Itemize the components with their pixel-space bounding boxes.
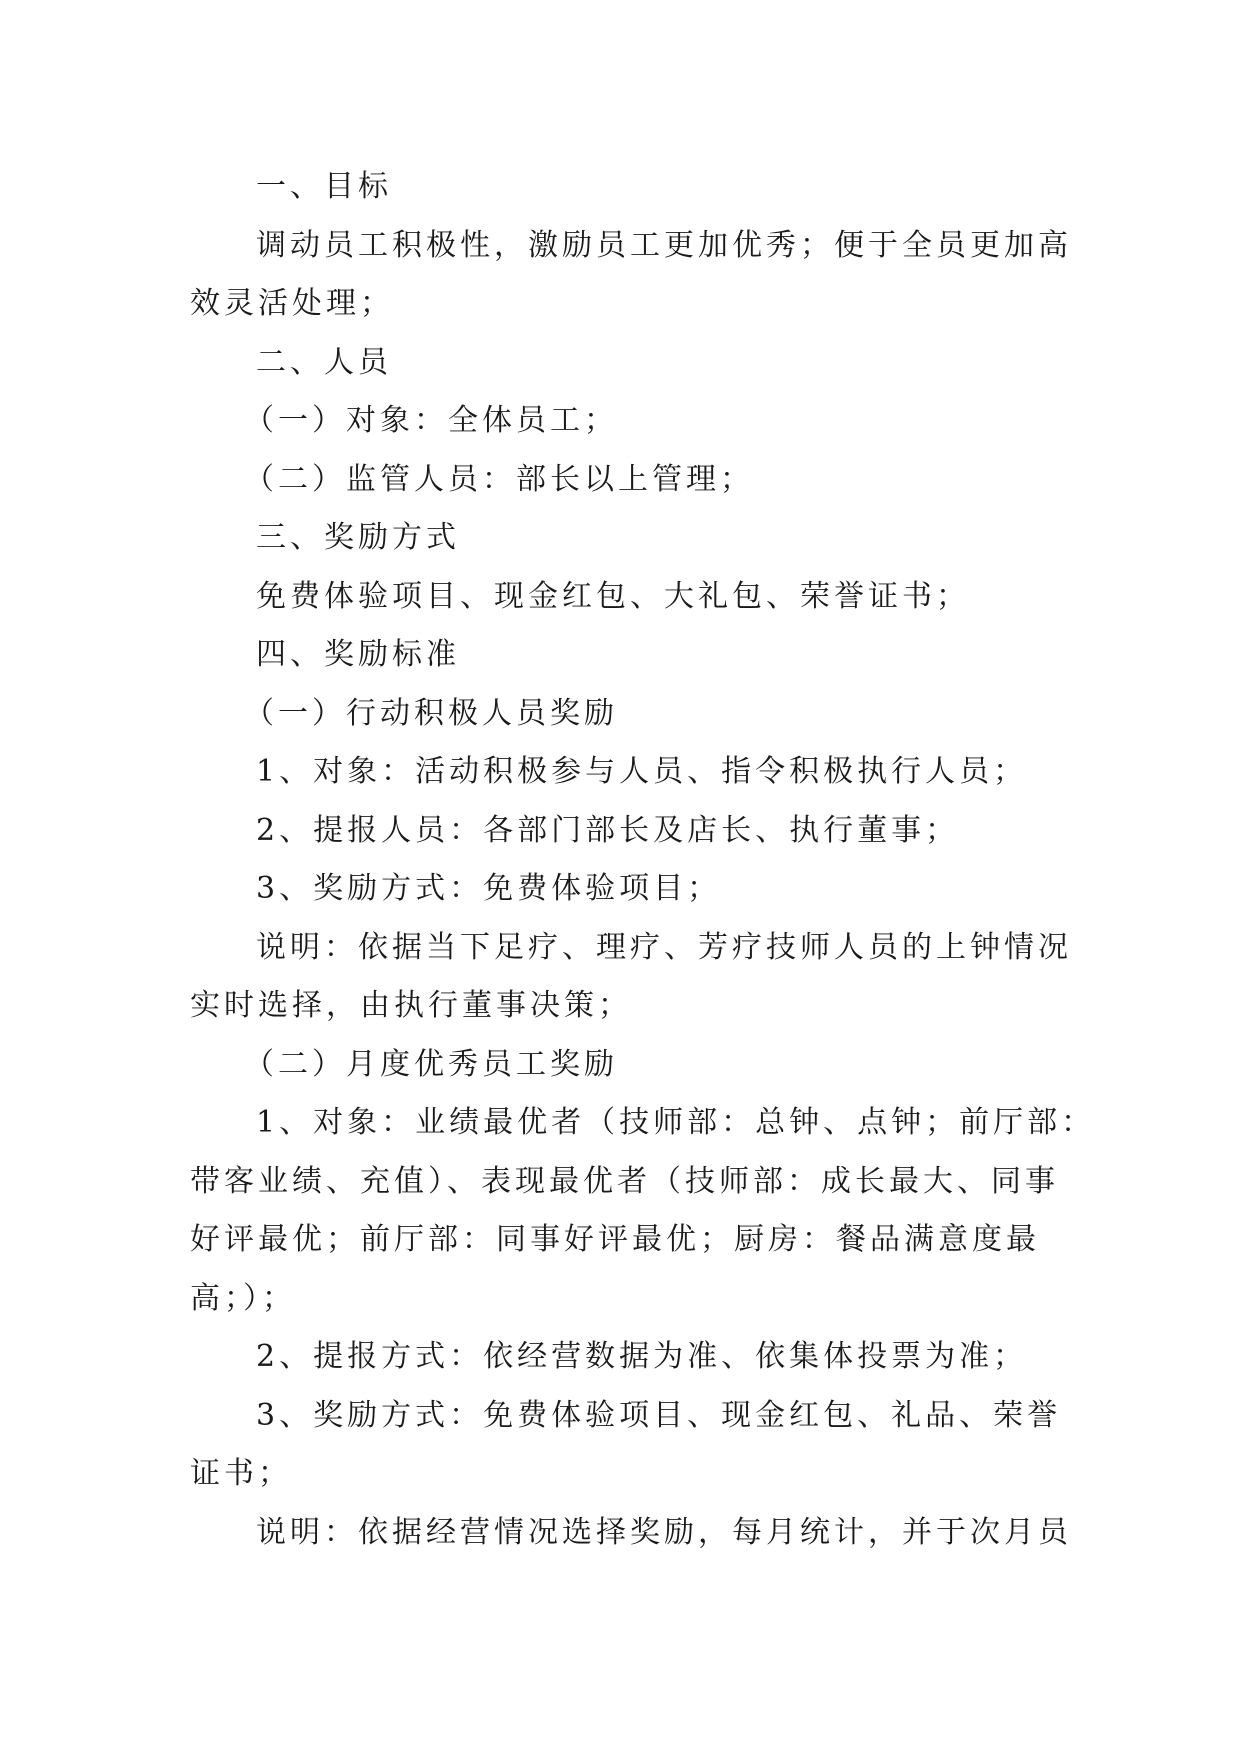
text-line: 一、目标 <box>256 169 392 204</box>
text-line: 三、奖励方式 <box>256 520 460 555</box>
text-line: 二、人员 <box>256 344 392 380</box>
text-line: 四、奖励标准 <box>256 637 460 672</box>
text-line: （一）行动积极人员奖励 <box>244 695 618 731</box>
text-line: 免费体验项目、现金红包、大礼包、荣誉证书； <box>256 578 970 614</box>
text-line: 3、奖励方式：免费体验项目； <box>256 871 722 906</box>
text-line: 调动员工积极性，激励员工更加优秀；便于全员更加高 <box>256 227 1072 263</box>
text-line: 带客业绩、充值）、表现最优者（技师部：成长最大、同事 <box>190 1163 1059 1199</box>
text-line: （二）月度优秀员工奖励 <box>244 1046 618 1082</box>
text-line: 1、对象：活动积极参与人员、指令积极执行人员； <box>256 754 1028 789</box>
text-line: 实时选择，由执行董事决策； <box>190 988 632 1023</box>
text-line: 1、对象：业绩最优者（技师部：总钟、点钟；前厅部： <box>256 1105 1096 1140</box>
text-line: 说明：依据经营情况选择奖励，每月统计，并于次月员 <box>256 1514 1072 1550</box>
text-line: 证书； <box>190 1456 292 1491</box>
text-line: （二）监管人员：部长以上管理； <box>244 461 754 497</box>
text-line: 3、奖励方式：免费体验项目、现金红包、礼品、荣誉 <box>256 1397 1062 1433</box>
text-line: 效灵活处理； <box>190 286 394 321</box>
text-line: （一）对象：全体员工； <box>244 403 618 438</box>
text-line: 说明：依据当下足疗、理疗、芳疗技师人员的上钟情况 <box>256 929 1072 965</box>
text-line: 2、提报方式：依经营数据为准、依集体投票为准； <box>256 1339 1028 1374</box>
document-body <box>190 158 1096 1562</box>
text-line: 好评最优；前厅部：同事好评最优；厨房：餐品满意度最 <box>190 1222 1040 1257</box>
text-line: 高；）； <box>190 1280 296 1316</box>
text-line: 2、提报人员：各部门部长及店长、执行董事； <box>256 812 960 848</box>
